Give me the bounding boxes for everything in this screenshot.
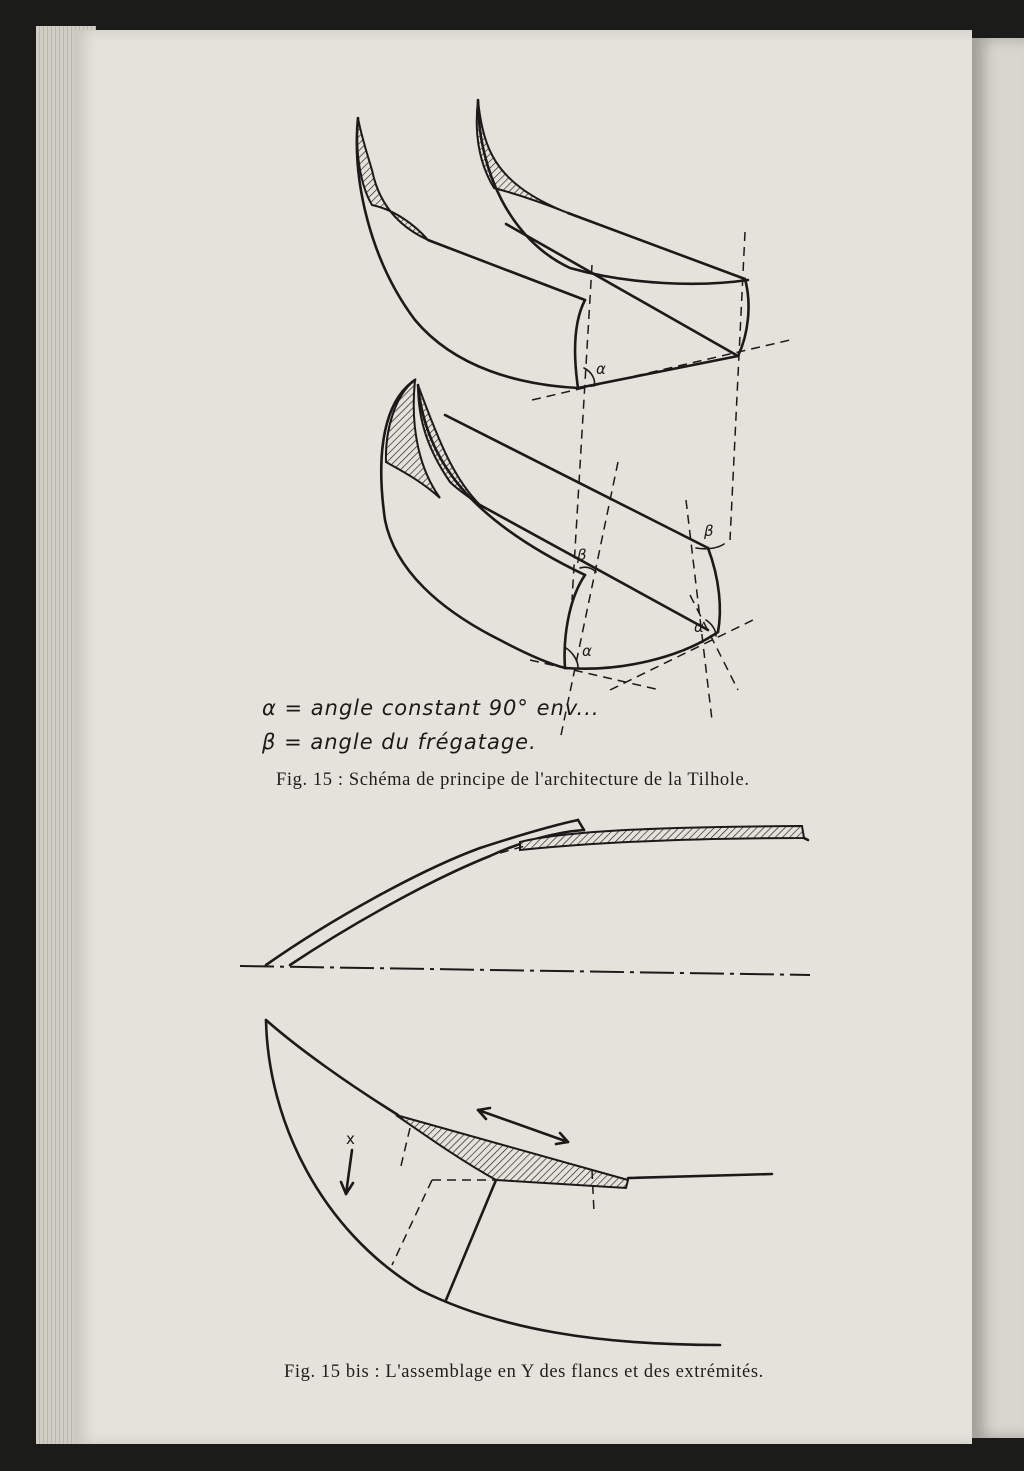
alpha-label-upper: α <box>596 360 606 378</box>
beta-label-right: β <box>704 522 714 540</box>
alpha-label-lower-right: α <box>694 618 704 636</box>
fig15-upper-hull <box>357 100 790 600</box>
fig15-lower-hull <box>381 380 757 740</box>
legend-alpha: α = angle constant 90° env... <box>262 696 600 720</box>
legend-beta: β = angle du frégatage. <box>262 730 537 754</box>
fig15bis-side-view <box>240 820 810 975</box>
arrow-x-mark: x <box>346 1130 355 1148</box>
fig15bis-caption: Fig. 15 bis : L'assemblage en Y des flancs et des extrémités. <box>284 1362 764 1382</box>
alpha-label-lower-left: α <box>582 642 592 660</box>
fig15-caption: Fig. 15 : Schéma de principe de l'architecture de la Tilhole. <box>276 770 750 790</box>
beta-label-left: β <box>577 546 587 564</box>
fig15bis-assembly <box>266 1020 772 1345</box>
